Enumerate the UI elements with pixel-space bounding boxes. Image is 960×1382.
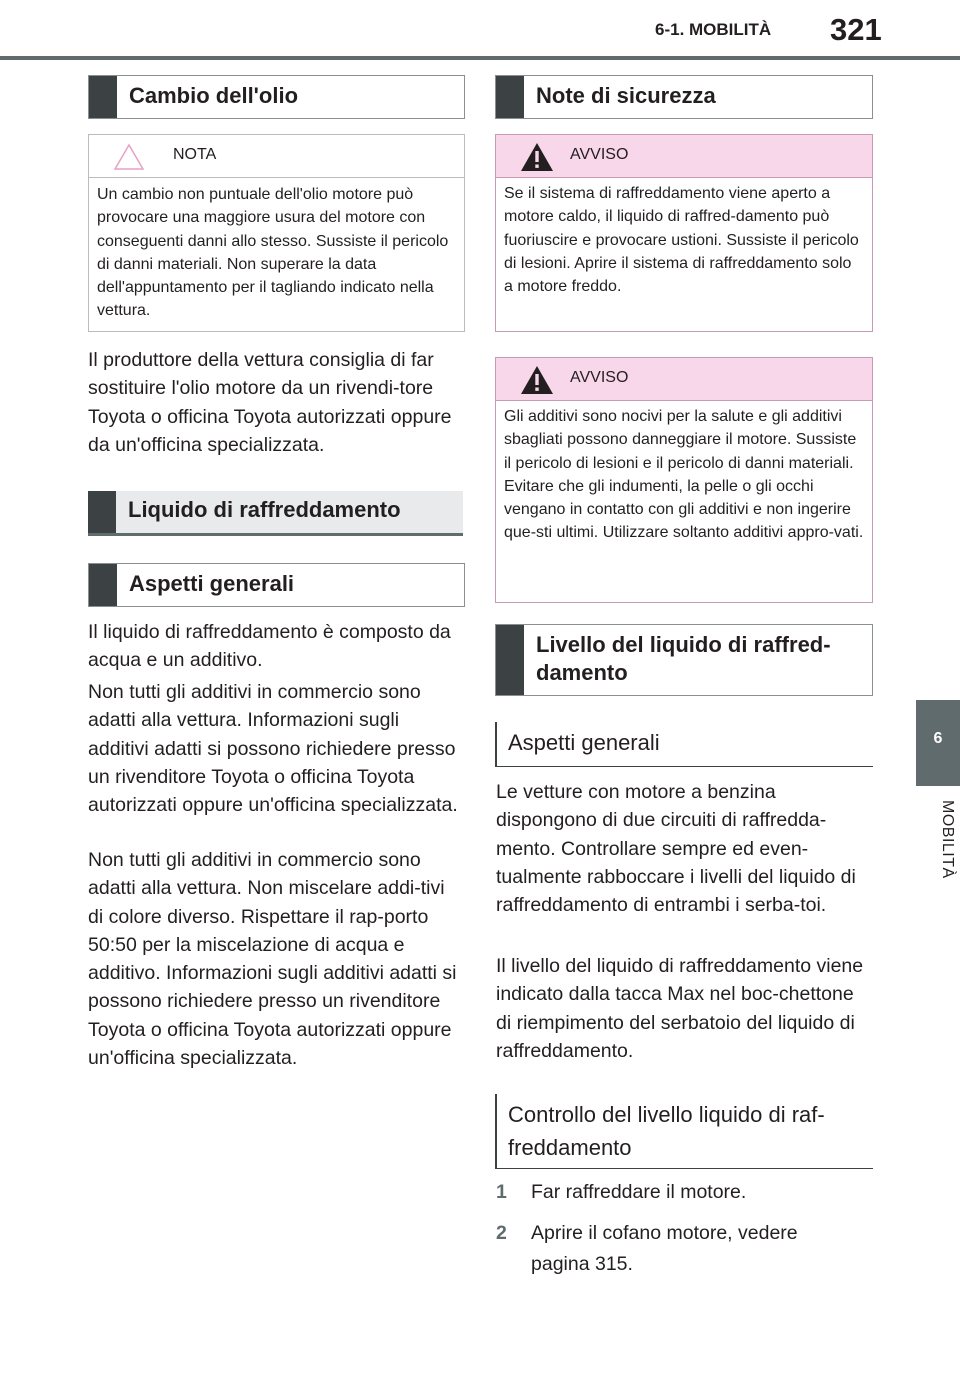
warning-box-2 [495, 357, 873, 603]
step-number: 2 [496, 1222, 507, 1244]
chapter-tab-number: 6 [933, 730, 943, 747]
chapter-tab[interactable] [916, 700, 960, 786]
level-paragraph-2: Il livello del liquido di raffreddamento viene indicato dalla tacca Max nel boc-chettone di riempimento del serbatoio del liquido di raffreddamento. [496, 955, 864, 1062]
heading-bar [89, 76, 117, 118]
heading-bar [88, 491, 116, 533]
subheading-text: Aspetti generali [508, 730, 660, 755]
heading-bar [496, 76, 524, 118]
chapter-tab-label: MOBILITÀ [939, 800, 956, 879]
oil-paragraph: Il produttore della vettura consiglia di far sostituire l'olio motore da un rivendi-tore Toyota o officina Toyota autorizzati oppure da un'officina specializzata. [88, 349, 452, 456]
step-1 [496, 1177, 868, 1209]
warning-title: AVVISO [570, 146, 629, 163]
heading-text: Aspetti generali [129, 571, 295, 596]
coolant-paragraph-3: Non tutti gli additivi in commercio sono adatti alla vettura. Non miscelare addi-tivi di colore diverso. Rispettare il rap-porto 50:50 per la miscelazione di acqua e additivo. Informazioni sugli additivi adatti si possono richiedere presso un rivenditore Toyota o officina Toyota autorizzati oppure un'officina specializzata. [88, 849, 457, 1070]
page-number: 321 [830, 12, 882, 47]
warning-text: Gli additivi sono nocivi per la salute e gli additivi sbagliati possono danneggiare il motore. Sussiste il pericolo di lesioni e il pericolo di danni materiali. Evitare che gli indumenti, la pelle o gli occhi vengano in contatto con gli additivi e non ingerire que-sti ultimi. Utilizzare soltanto additivi appro-vati. [496, 401, 872, 602]
level-paragraph-1: Le vetture con motore a benzina dispongono di due circuiti di raffredda-mento. Controllare sempre ed even-tualmente rabboccare i livelli del liquido di raffreddamento di entrambi i serba-toi. [496, 781, 856, 917]
note-title: NOTA [173, 146, 217, 163]
warning-text: Se il sistema di raffreddamento viene aperto a motore caldo, il liquido di raffred-damento può fuoriuscire e provocare ustioni. Sussiste il pericolo di lesioni. Aprire il sistema di raffreddamento solo a motore freddo. [496, 178, 872, 331]
warning-title: AVVISO [570, 369, 629, 386]
warning-header [496, 135, 872, 178]
caution-triangle-outline-icon [113, 143, 145, 171]
step-2 [496, 1218, 868, 1282]
warning-triangle-icon [520, 142, 554, 172]
header-rule [0, 56, 960, 60]
warning-triangle-icon [520, 365, 554, 395]
warning-box-1 [495, 134, 873, 332]
general-heading [88, 563, 465, 607]
warning-header [496, 358, 872, 401]
oil-change-heading [88, 75, 465, 119]
heading-text: Liquido di raffreddamento [128, 497, 401, 522]
note-text: Un cambio non puntuale dell'olio motore può provocare una maggiore usura del motore con conseguenti danni allo stesso. Sussiste il pericolo di danni materiali. Non superare la data dell'appuntamento per il tagliando indicato nella vettura. [97, 186, 449, 320]
heading-bar [89, 564, 117, 606]
heading-text: Cambio dell'olio [129, 83, 299, 108]
subheading-text: Controllo del livello liquido di raf-freddamento [508, 1102, 825, 1160]
note-header [89, 135, 464, 178]
coolant-level-heading [495, 624, 873, 696]
general-subheading [495, 722, 873, 767]
section-title: 6-1. MOBILITÀ [655, 20, 772, 39]
note-box [88, 134, 465, 332]
check-level-subheading [495, 1094, 873, 1169]
heading-text: Note di sicurezza [536, 83, 716, 108]
coolant-paragraph-1: Il liquido di raffreddamento è composto da acqua e un additivo. [88, 621, 451, 672]
coolant-heading [88, 491, 463, 536]
safety-heading [495, 75, 873, 119]
step-text: Aprire il cofano motore, vedere pagina 315. [531, 1222, 798, 1275]
heading-bar [496, 625, 524, 695]
step-text: Far raffreddare il motore. [531, 1181, 747, 1203]
heading-text: Livello del liquido di raffred-damento [536, 632, 831, 685]
coolant-paragraph-2: Non tutti gli additivi in commercio sono adatti alla vettura. Informazioni sugli additivi adatti si possono richiedere presso un rivenditore Toyota o officina Toyota autorizzati oppure un'officina specializzata. [88, 681, 458, 817]
step-number: 1 [496, 1181, 507, 1203]
